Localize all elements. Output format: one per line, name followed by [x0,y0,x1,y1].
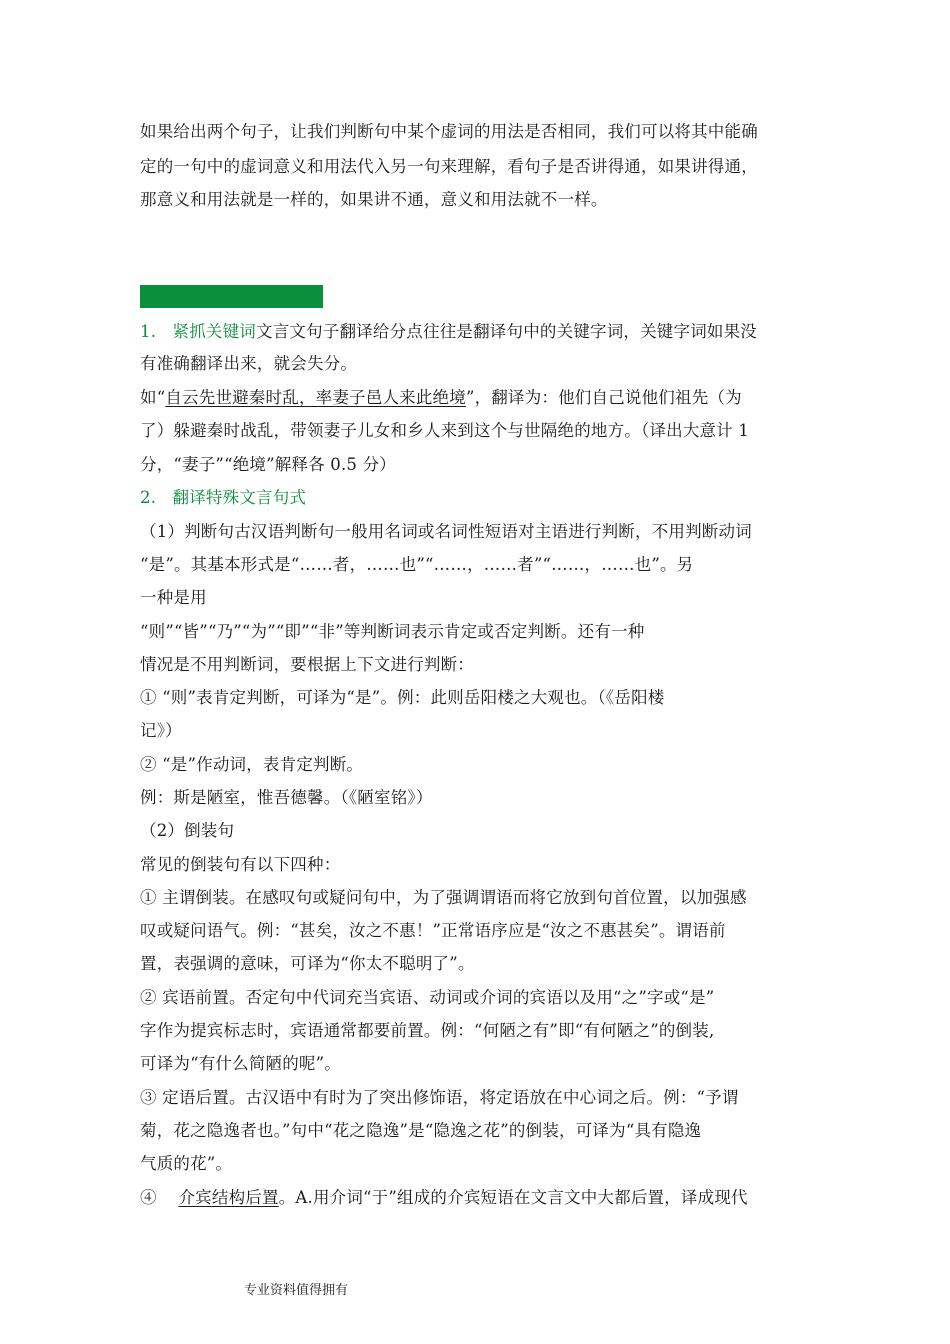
green-section-bar [140,285,323,308]
section-2-heading-line [140,488,306,508]
paragraph-line: ② 宾语前置。否定句中代词充当宾语、动词或介词的宾语以及用“之”字或“是” [140,988,715,1007]
paragraph-line: 例：斯是陋室，惟吾德馨。（《陋室铭》） [140,788,433,807]
paragraph-line: ① 主谓倒装。在感叹句或疑问句中，为了强调谓语而将它放到句首位置，以加强感 [140,888,747,907]
item-4-line [140,1188,748,1208]
paragraph-line: 叹或疑问语气。例：“甚矣，汝之不惠！”正常语序应是“汝之不惠甚矣”。谓语前 [140,921,726,940]
item-4-title: 介宾结构后置 [178,1188,279,1207]
paragraph-line: （2）倒装句 [140,821,235,840]
paragraph-line: ② “是”作动词，表肯定判断。 [140,755,364,774]
paragraph-line: 菊，花之隐逸者也。”句中“花之隐逸”是“隐逸之花”的倒装，可译为“具有隐逸 [140,1121,702,1140]
paragraph-line: ③ 定语后置。古汉语中有时为了突出修饰语，将定语放在中心词之后。例：“予谓 [140,1088,739,1107]
paragraph-line: 常见的倒装句有以下四种： [140,855,341,874]
paragraph-line: 字作为提宾标志时，宾语通常都要前置。例：“何陋之有”即“有何陋之”的倒装, [140,1021,715,1040]
paragraph-line: 置，表强调的意味，可译为“你太不聪明了”。 [140,954,475,973]
paragraph-line: ① “则”表肯定判断，可译为“是”。例：此则岳阳楼之大观也。（《岳阳楼 [140,688,665,707]
paragraph-line: “则”“皆”“乃”“为”“即”“非”等判断词表示肯定或否定判断。还有一种 [140,622,645,641]
example-line [140,388,742,408]
example-quote: 自云先世避秦时乱，率妻子邑人来此绝境 [165,388,466,407]
section-1-number: 1. [140,322,157,341]
paragraph-line: 有准确翻译出来，就会失分。 [140,354,358,373]
paragraph-line: “是”。其基本形式是“……者，……也”“……，……者”“……，……也”。另 [140,555,694,574]
paragraph-line: （1）判断句古汉语判断句一般用名词或名词性短语对主语进行判断，不用判断动词 [140,522,752,541]
item-4-marker: ④ [140,1188,179,1207]
paragraph-line: 如果给出两个句子，让我们判断句中某个虚词的用法是否相同，我们可以将其中能确 [140,122,758,141]
paragraph-line: 可译为“有什么简陋的呢”。 [140,1054,341,1073]
paragraph-line: 记》） [140,721,182,740]
item-4-text: 。A.用介词“于”组成的介宾短语在文言文中大都后置，译成现代 [278,1188,748,1207]
paragraph-line: 分，“妻子”“绝境”解释各 0.5 分） [140,455,396,474]
example-prefix: 如“ [140,388,166,407]
page-footer: 专业资料值得拥有 [244,1283,349,1298]
section-1-text: 文言文句子翻译给分点往往是翻译句中的关键字词，关键字词如果没 [256,322,757,341]
section-1-title: 紧抓关键词 [172,322,256,341]
paragraph-line: 一种是用 [140,588,207,607]
paragraph-line: 气质的花”。 [140,1154,233,1173]
paragraph-line: 情况是不用判断词，要根据上下文进行判断： [140,655,474,674]
example-suffix: ”，翻译为：他们自己说他们祖先（为 [465,388,742,407]
paragraph-line: 定的一句中的虚词意义和用法代入另一句来理解，看句子是否讲得通，如果讲得通， [140,157,758,176]
paragraph-line: 那意义和用法就是一样的，如果讲不通，意义和用法就不一样。 [140,190,608,209]
section-1-heading-line [140,322,757,342]
section-2-number: 2. [140,488,157,507]
section-2-title: 翻译特殊文言句式 [172,488,307,507]
paragraph-line: 了）躲避秦时战乱，带领妻子儿女和乡人来到这个与世隔绝的地方。（译出大意计 1 [140,421,750,440]
